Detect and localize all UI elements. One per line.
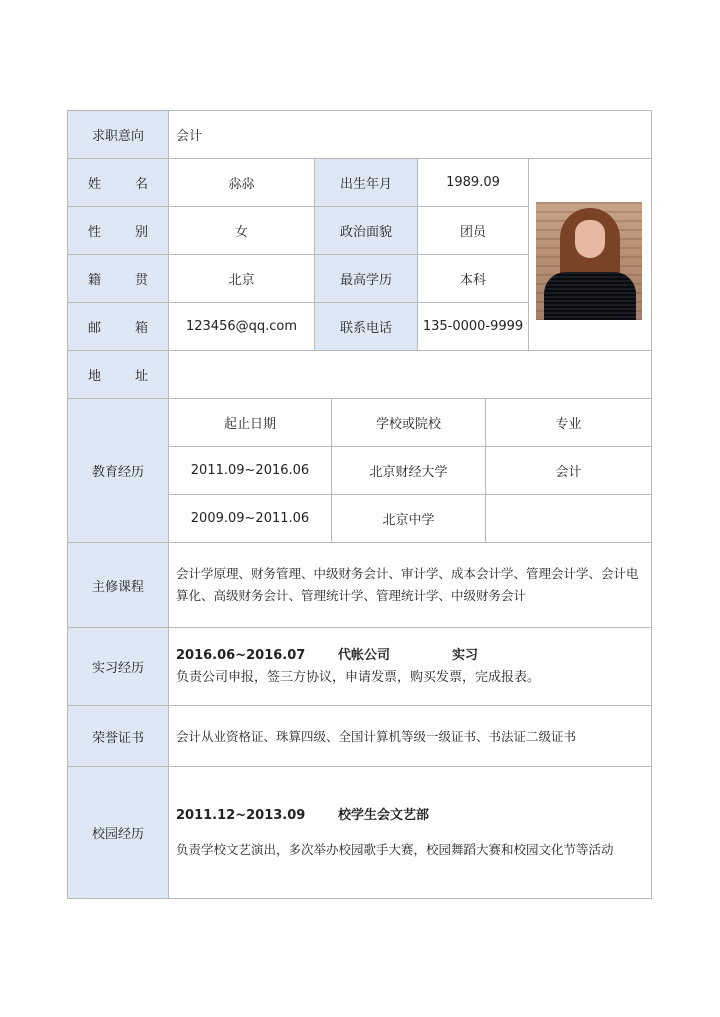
political-value bbox=[417, 206, 529, 255]
campus-org: 校学生会文艺部 bbox=[338, 807, 430, 823]
education-row-1-period-text: 2011.09~2016.06 bbox=[190, 463, 310, 478]
education-header-period-text: 起止日期 bbox=[223, 417, 276, 432]
honors-label bbox=[67, 705, 169, 767]
internship-period: 2016.06~2016.07 bbox=[176, 647, 306, 663]
internship-label bbox=[67, 627, 169, 706]
campus-value bbox=[168, 766, 652, 899]
job-intention-value bbox=[168, 110, 652, 159]
birth-label bbox=[314, 158, 418, 207]
name-value bbox=[168, 158, 315, 207]
honors-label-text: 荣誉证书 bbox=[91, 730, 144, 746]
native-text: 北京 bbox=[228, 273, 255, 288]
gender-label bbox=[67, 206, 169, 255]
education-label-text: 教育经历 bbox=[91, 465, 144, 480]
political-label bbox=[314, 206, 418, 255]
birth-label-text: 出生年月 bbox=[339, 177, 392, 192]
education-level-label bbox=[314, 254, 418, 303]
education-label bbox=[67, 398, 169, 543]
internship-role: 实习 bbox=[452, 647, 479, 663]
political-label-text: 政治面貌 bbox=[339, 225, 392, 240]
courses-label-text: 主修课程 bbox=[91, 579, 144, 595]
address-value bbox=[168, 350, 652, 399]
courses-line-1: 会计学原理、财务管理、中级财务会计、审计学、成本会计学、管理会计学、会计电 bbox=[176, 566, 639, 581]
internship-company: 代帐公司 bbox=[338, 647, 391, 663]
address-label bbox=[67, 350, 169, 399]
native-value bbox=[168, 254, 315, 303]
education-row-2-period-text: 2009.09~2011.06 bbox=[190, 511, 310, 526]
courses-value bbox=[168, 542, 652, 628]
job-intention-text: 会计 bbox=[176, 129, 203, 144]
campus-period: 2011.12~2013.09 bbox=[176, 807, 306, 823]
education-row-1-school bbox=[331, 446, 486, 495]
address-label-a: 地 bbox=[88, 369, 102, 384]
courses-label bbox=[67, 542, 169, 628]
birth-value bbox=[417, 158, 529, 207]
email-label-a: 邮 bbox=[88, 321, 102, 336]
profile-photo bbox=[536, 202, 642, 320]
education-header-school bbox=[331, 398, 486, 447]
honors-text: 会计从业资格证、珠算四级、全国计算机等级一级证书、书法证二级证书 bbox=[176, 729, 577, 744]
education-row-1-period bbox=[168, 446, 332, 495]
education-row-1-major bbox=[485, 446, 652, 495]
honors-value bbox=[168, 705, 652, 767]
education-header-period bbox=[168, 398, 332, 447]
internship-label-text: 实习经历 bbox=[91, 661, 144, 676]
education-row-2-major bbox=[485, 494, 652, 543]
native-label bbox=[67, 254, 169, 303]
education-row-1-school-text: 北京财经大学 bbox=[369, 465, 448, 480]
education-header-major-text: 专业 bbox=[555, 417, 582, 432]
native-label-b: 贯 bbox=[134, 273, 148, 288]
gender-label-a: 性 bbox=[88, 225, 102, 240]
campus-label bbox=[67, 766, 169, 899]
campus-label-text: 校园经历 bbox=[91, 827, 144, 842]
name-label-b: 名 bbox=[134, 177, 148, 192]
political-text: 团员 bbox=[459, 225, 486, 240]
education-header-school-text: 学校或院校 bbox=[375, 417, 441, 432]
gender-text: 女 bbox=[234, 225, 248, 240]
education-row-2-school bbox=[331, 494, 486, 543]
internship-desc: 负责公司申报，签三方协议，申请发票，购买发票，完成报表。 bbox=[176, 669, 541, 685]
education-row-1-major-text: 会计 bbox=[555, 465, 582, 480]
phone-value bbox=[417, 302, 529, 351]
gender-value bbox=[168, 206, 315, 255]
education-row-2-period bbox=[168, 494, 332, 543]
native-label-a: 籍 bbox=[88, 273, 102, 288]
education-row-2-school-text: 北京中学 bbox=[382, 513, 435, 528]
photo-face bbox=[575, 220, 605, 258]
email-label bbox=[67, 302, 169, 351]
phone-text: 135-0000-9999 bbox=[422, 319, 524, 334]
photo-shirt bbox=[544, 272, 636, 320]
job-intention-label bbox=[67, 110, 169, 159]
job-intention-label-text: 求职意向 bbox=[91, 129, 144, 144]
birth-text: 1989.09 bbox=[446, 175, 500, 190]
internship-value bbox=[168, 627, 652, 706]
education-level-label-text: 最高学历 bbox=[339, 273, 392, 288]
internship-header bbox=[176, 645, 478, 667]
campus-desc: 负责学校文艺演出，多次举办校园歌手大赛，校园舞蹈大赛和校园文化节等活动 bbox=[176, 841, 614, 857]
name-text: 尛尛 bbox=[228, 177, 255, 192]
campus-header bbox=[176, 799, 429, 833]
name-label-a: 姓 bbox=[88, 177, 102, 192]
email-text: 123456@qq.com bbox=[185, 319, 298, 334]
phone-label-text: 联系电话 bbox=[339, 321, 392, 336]
courses-line-2: 算化、高级财务会计、管理统计学、管理统计学、中级财务会计 bbox=[176, 588, 527, 603]
education-header-major bbox=[485, 398, 652, 447]
education-level-text: 本科 bbox=[459, 273, 486, 288]
email-label-b: 箱 bbox=[134, 321, 148, 336]
phone-label bbox=[314, 302, 418, 351]
gender-label-b: 别 bbox=[134, 225, 148, 240]
email-value bbox=[168, 302, 315, 351]
name-label bbox=[67, 158, 169, 207]
address-label-b: 址 bbox=[134, 369, 148, 384]
education-level-value bbox=[417, 254, 529, 303]
